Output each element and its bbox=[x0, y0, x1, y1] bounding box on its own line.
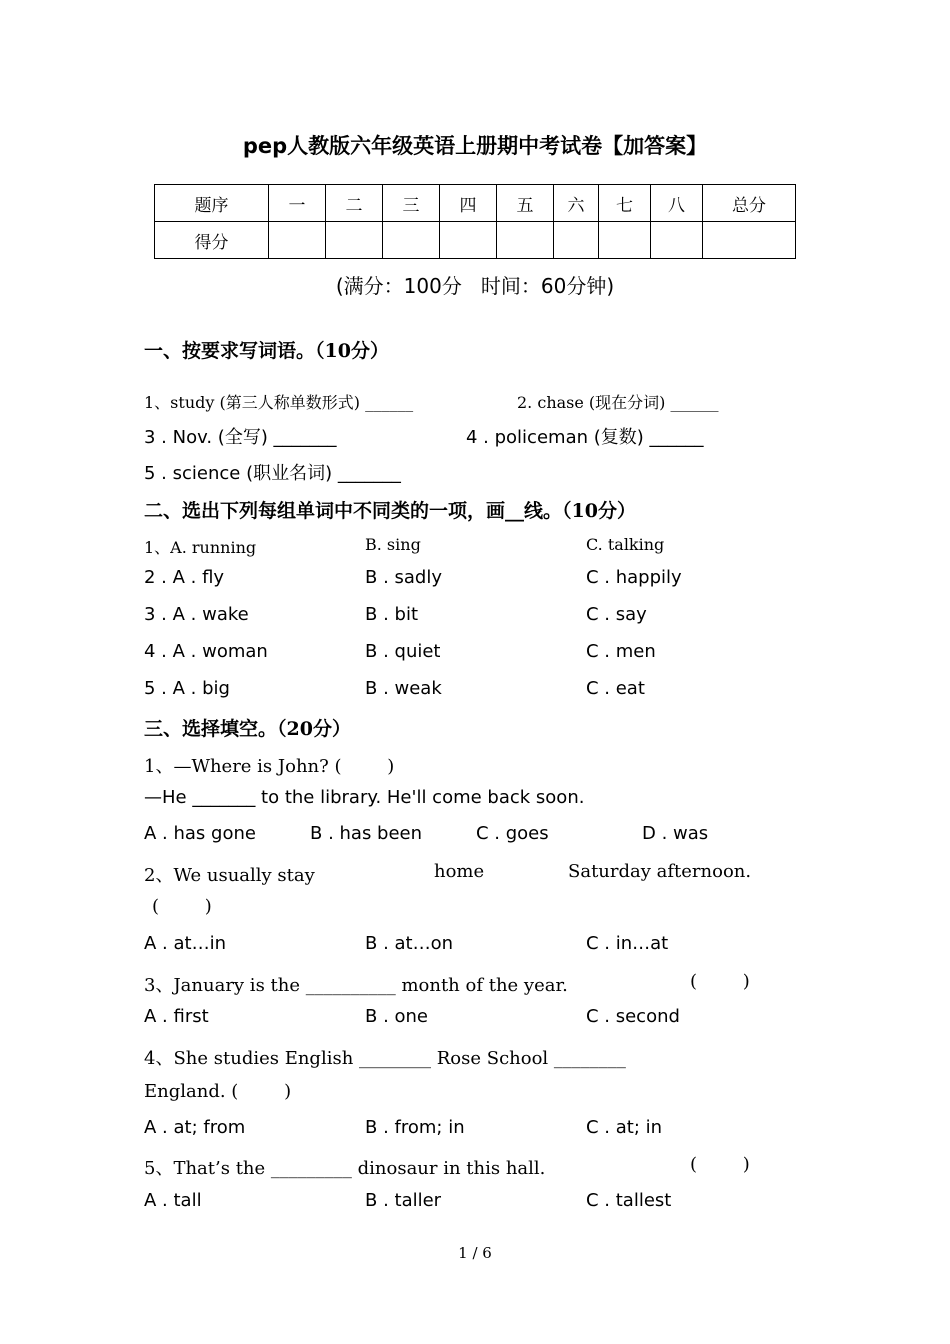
option-text: C . tallest bbox=[586, 1190, 672, 1211]
question-text: 1、—Where is John? ( ) bbox=[144, 756, 395, 777]
option-text: A . at…in bbox=[144, 933, 226, 954]
table-cell: 八 bbox=[651, 185, 703, 222]
option-text: 5 . A . big bbox=[144, 678, 230, 699]
option-text: B . sadly bbox=[365, 567, 443, 588]
option-text: A . has gone bbox=[144, 823, 256, 844]
question-text: 2、We usually stay bbox=[144, 865, 315, 886]
option-text: A . tall bbox=[144, 1190, 202, 1211]
option-text: A . at; from bbox=[144, 1117, 246, 1138]
table-cell: 四 bbox=[440, 185, 497, 222]
question-text: 4、She studies English ________ Rose School ________ bbox=[144, 1048, 626, 1069]
table-cell: 一 bbox=[269, 185, 326, 222]
question-text: 1、study (第三人称单数形式) ______ bbox=[144, 393, 414, 412]
score-cell bbox=[703, 222, 796, 259]
exam-subtitle: (满分：100分 时间：60分钟) bbox=[335, 274, 615, 298]
question-text: 5 . science (职业名词) _______ bbox=[144, 463, 401, 484]
table-cell: 二 bbox=[326, 185, 383, 222]
score-table-score-row bbox=[155, 222, 796, 259]
option-text: C . eat bbox=[586, 678, 645, 699]
score-cell bbox=[440, 222, 497, 259]
score-cell bbox=[497, 222, 554, 259]
table-cell: 五 bbox=[497, 185, 554, 222]
question-text: 5、That’s the _________ dinosaur in this hall. bbox=[144, 1158, 546, 1179]
question-text: home bbox=[434, 861, 485, 882]
option-text: C. talking bbox=[586, 535, 665, 554]
score-cell bbox=[383, 222, 440, 259]
section-heading: 三、选择填空。（20分） bbox=[144, 718, 351, 740]
option-text: 3 . A . wake bbox=[144, 604, 249, 625]
option-text: B . weak bbox=[365, 678, 442, 699]
question-text: 2. chase (现在分词) ______ bbox=[517, 393, 719, 412]
option-text: B . has been bbox=[310, 823, 423, 844]
section-heading: 一、按要求写词语。（10分） bbox=[144, 340, 389, 362]
option-text: B . at…on bbox=[365, 933, 454, 954]
score-cell bbox=[599, 222, 651, 259]
table-cell: 题序 bbox=[155, 185, 269, 222]
page-title: pep人教版六年级英语上册期中考试卷【加答案】 bbox=[242, 134, 708, 158]
score-cell bbox=[651, 222, 703, 259]
option-text: B . bit bbox=[365, 604, 418, 625]
table-cell: 六 bbox=[554, 185, 599, 222]
table-cell: 得分 bbox=[155, 222, 269, 259]
question-text: England. ( ) bbox=[144, 1081, 292, 1102]
option-text: B . one bbox=[365, 1006, 429, 1027]
option-text: C . at; in bbox=[586, 1117, 663, 1138]
option-text: B . taller bbox=[365, 1190, 442, 1211]
score-cell bbox=[554, 222, 599, 259]
option-text: C . say bbox=[586, 604, 647, 625]
option-text: C . goes bbox=[476, 823, 549, 844]
option-text: 1、A. running bbox=[144, 538, 257, 557]
question-text: 4 . policeman (复数) ______ bbox=[466, 427, 704, 448]
score-table-header-row bbox=[155, 185, 796, 222]
score-cell bbox=[269, 222, 326, 259]
table-cell: 总分 bbox=[703, 185, 796, 222]
option-text: C . men bbox=[586, 641, 656, 662]
table-cell: 七 bbox=[599, 185, 651, 222]
question-text: 3、January is the __________ month of the year. bbox=[144, 975, 568, 996]
option-text: 4 . A . woman bbox=[144, 641, 268, 662]
option-text: B . quiet bbox=[365, 641, 441, 662]
option-text: 2 . A . fly bbox=[144, 567, 225, 588]
option-text: B. sing bbox=[365, 535, 421, 554]
option-text: C . in…at bbox=[586, 933, 669, 954]
option-text: B . from; in bbox=[365, 1117, 465, 1138]
option-text: C . second bbox=[586, 1006, 680, 1027]
answer-paren: ( ) bbox=[690, 1154, 750, 1175]
question-text: Saturday afternoon. bbox=[568, 861, 752, 882]
option-text: A . first bbox=[144, 1006, 209, 1027]
option-text: C . happily bbox=[586, 567, 682, 588]
option-text: D . was bbox=[642, 823, 709, 844]
question-text: —He _______ to the library. He'll come back soon. bbox=[144, 787, 585, 808]
table-cell: 三 bbox=[383, 185, 440, 222]
answer-paren: ( ) bbox=[690, 971, 750, 992]
question-text: 3 . Nov. (全写) _______ bbox=[144, 427, 337, 448]
page-number: 1 / 6 bbox=[458, 1244, 492, 1262]
section-heading: 二、选出下列每组单词中不同类的一项，画__线。（10分） bbox=[144, 500, 636, 522]
score-cell bbox=[326, 222, 383, 259]
answer-paren: ( ) bbox=[152, 896, 212, 917]
score-table bbox=[154, 184, 796, 259]
